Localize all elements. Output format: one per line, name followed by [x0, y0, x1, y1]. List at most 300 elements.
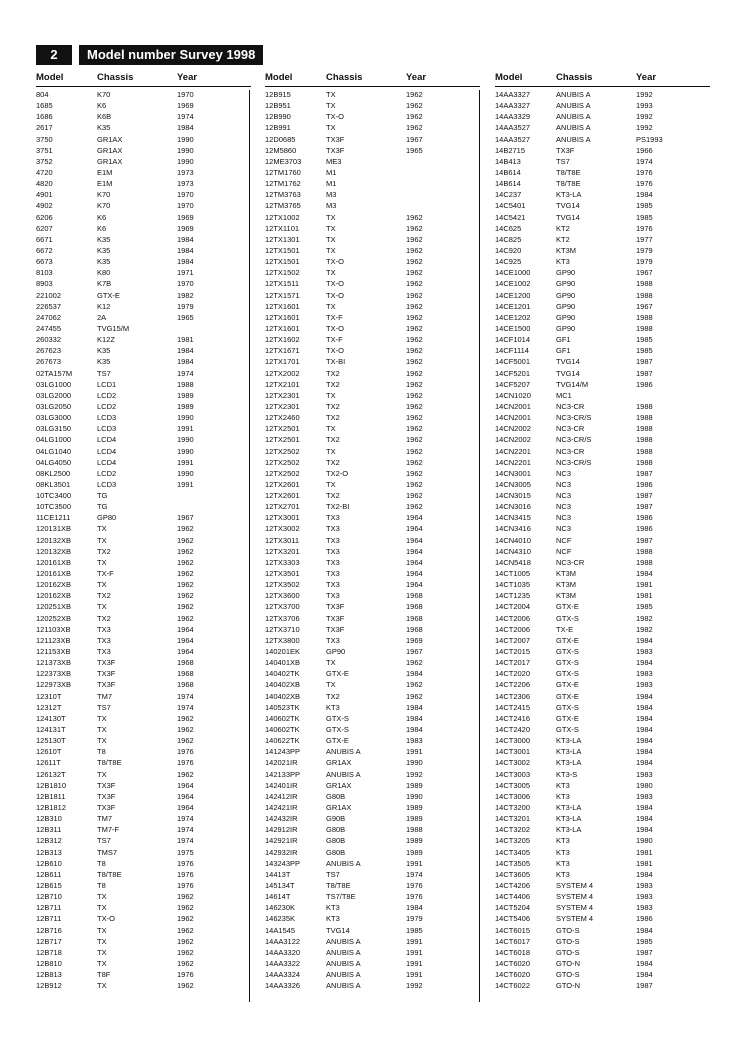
year-cell: 1962	[406, 112, 423, 122]
chassis-cell: M3	[326, 201, 337, 211]
model-cell: 14CT5204	[495, 903, 531, 913]
model-cell: 3751	[36, 145, 53, 155]
table-row	[495, 178, 710, 189]
table-row	[36, 535, 251, 546]
table-row	[36, 635, 251, 646]
chassis-cell: GTX-E	[556, 680, 579, 690]
table-row	[495, 301, 710, 312]
model-cell: 14CN3416	[495, 524, 531, 534]
model-cell: 14AA3324	[265, 970, 301, 980]
chassis-cell: TX	[326, 658, 336, 668]
chassis-cell: G80B	[326, 825, 346, 835]
chassis-cell: TX	[97, 947, 107, 957]
model-cell: 14CT2415	[495, 702, 531, 712]
chassis-cell: TX3	[326, 513, 340, 523]
year-cell: 1986	[636, 914, 653, 924]
year-cell: 1989	[177, 401, 194, 411]
table-row	[265, 423, 480, 434]
table-row	[36, 590, 251, 601]
table-row	[265, 869, 480, 880]
year-cell: 1983	[636, 903, 653, 913]
chassis-cell: T8	[97, 880, 106, 890]
table-row	[265, 89, 480, 100]
year-cell: 1989	[406, 847, 423, 857]
model-cell: 04LG1040	[36, 446, 72, 456]
model-cell: 14CN2201	[495, 446, 531, 456]
header-year: Year	[177, 72, 198, 83]
model-cell: 6206	[36, 212, 53, 222]
table-row	[265, 891, 480, 902]
table-row	[36, 379, 251, 390]
chassis-cell: TX2	[326, 413, 340, 423]
header-chassis: Chassis	[326, 72, 363, 83]
chassis-cell: TX	[97, 713, 107, 723]
model-cell: 14CE1000	[495, 268, 531, 278]
chassis-cell: TX2	[326, 457, 340, 467]
chassis-cell: TVG14/M	[556, 379, 589, 389]
header-year: Year	[406, 72, 427, 83]
model-cell: 12TX3002	[265, 524, 300, 534]
chassis-cell: KT3M	[556, 245, 577, 255]
model-cell: 12TX1601	[265, 312, 300, 322]
table-row	[36, 969, 251, 980]
table-row	[265, 200, 480, 211]
table-row	[36, 457, 251, 468]
table-row	[495, 958, 710, 969]
year-cell: 1976	[406, 892, 423, 902]
model-cell: 12B813	[36, 970, 62, 980]
table-row	[265, 590, 480, 601]
model-cell: 14C925	[495, 257, 522, 267]
chassis-cell: TX	[326, 268, 336, 278]
table-row	[265, 880, 480, 891]
chassis-cell: K35	[97, 257, 111, 267]
chassis-cell: ANUBIS A	[326, 858, 361, 868]
year-cell: 1962	[406, 301, 423, 311]
column-header	[36, 70, 251, 87]
model-cell: 02TA157M	[36, 368, 73, 378]
chassis-cell: TX	[326, 424, 336, 434]
chassis-cell: K7B	[97, 279, 112, 289]
year-cell: 1967	[636, 268, 653, 278]
year-cell: 1962	[177, 591, 194, 601]
table-row	[495, 312, 710, 323]
chassis-cell: ANUBIS A	[556, 123, 591, 133]
model-cell: 143243PP	[265, 858, 301, 868]
chassis-cell: M3	[326, 190, 337, 200]
model-cell: 14CT2006	[495, 613, 531, 623]
model-cell: 12TX1501	[265, 257, 300, 267]
chassis-cell: TX	[97, 892, 107, 902]
chassis-cell: TX3	[326, 591, 340, 601]
chassis-cell: NC3-CR/S	[556, 457, 592, 467]
table-row	[495, 813, 710, 824]
table-row	[36, 746, 251, 757]
chassis-cell: TX-O	[326, 257, 344, 267]
chassis-cell: GP90	[556, 268, 576, 278]
model-cell: 12TX1671	[265, 346, 300, 356]
header-model: Model	[36, 72, 64, 83]
year-cell: 1984	[636, 970, 653, 980]
table-row	[495, 234, 710, 245]
chassis-cell: KT3	[326, 914, 340, 924]
table-row	[495, 847, 710, 858]
table-row	[265, 245, 480, 256]
year-cell: 1985	[636, 201, 653, 211]
model-cell: 03LG3000	[36, 413, 72, 423]
table-row	[36, 446, 251, 457]
model-cell: 12TX1602	[265, 335, 300, 345]
chassis-cell: NC3	[556, 513, 572, 523]
year-cell: 1991	[406, 947, 423, 957]
chassis-cell: K12Z	[97, 335, 115, 345]
table-row	[265, 546, 480, 557]
year-cell: 1974	[177, 368, 194, 378]
model-cell: 14CT6022	[495, 981, 531, 991]
table-row	[36, 858, 251, 869]
year-cell: 1987	[636, 981, 653, 991]
table-row	[36, 780, 251, 791]
model-cell: 12B718	[36, 947, 62, 957]
year-cell: 1964	[177, 780, 194, 790]
year-cell: 1979	[177, 301, 194, 311]
model-cell: 14CT2206	[495, 680, 531, 690]
year-cell: 1983	[406, 736, 423, 746]
year-cell: 1987	[636, 368, 653, 378]
table-row	[495, 145, 710, 156]
table-row	[495, 869, 710, 880]
year-cell: 1970	[177, 190, 194, 200]
chassis-cell: TX-F	[326, 312, 343, 322]
chassis-cell: LCD4	[97, 457, 117, 467]
model-cell: 12TX1511	[265, 279, 300, 289]
model-cell: 247062	[36, 312, 62, 322]
model-cell: 14CE1002	[495, 279, 531, 289]
table-row	[495, 256, 710, 267]
model-cell: 14C920	[495, 245, 522, 255]
chassis-cell: TX	[326, 390, 336, 400]
model-cell: 14C237	[495, 190, 522, 200]
model-cell: 14CE1202	[495, 312, 531, 322]
year-cell: 1987	[636, 535, 653, 545]
model-cell: 12TX1301	[265, 234, 300, 244]
year-cell: 1962	[406, 424, 423, 434]
table-row	[36, 646, 251, 657]
table-row	[495, 379, 710, 390]
model-cell: 12TX3001	[265, 513, 300, 523]
table-row	[495, 757, 710, 768]
chassis-cell: TX3	[326, 546, 340, 556]
year-cell: 1970	[177, 90, 194, 99]
table-row	[265, 178, 480, 189]
model-cell: 12B912	[36, 981, 62, 991]
table-row	[495, 134, 710, 145]
chassis-cell: TX	[326, 301, 336, 311]
chassis-cell: TX	[326, 223, 336, 233]
chassis-cell: TX3	[326, 635, 340, 645]
year-cell: 1985	[636, 335, 653, 345]
year-cell: 1964	[177, 803, 194, 812]
model-cell: 14AA3322	[265, 958, 301, 968]
chassis-cell: ANUBIS A	[326, 958, 361, 968]
year-cell: 1964	[406, 557, 423, 567]
model-cell: 14A1545	[265, 925, 296, 935]
year-cell: 1976	[636, 167, 653, 177]
table-row	[36, 134, 251, 145]
chassis-cell: NC3	[556, 524, 572, 534]
year-cell: 1962	[406, 212, 423, 222]
model-cell: 12B1811	[36, 791, 66, 801]
table-row	[265, 412, 480, 423]
model-cell: 12TX2460	[265, 413, 300, 423]
table-row	[36, 936, 251, 947]
year-cell: 1970	[177, 201, 194, 211]
model-cell: 142133PP	[265, 769, 301, 779]
model-cell: 120162XB	[36, 580, 72, 590]
year-cell: 1988	[177, 379, 194, 389]
year-cell: 1976	[177, 858, 194, 868]
year-cell: 1990	[177, 413, 194, 423]
chassis-cell: GTX-S	[556, 725, 579, 735]
year-cell: 1962	[406, 468, 423, 478]
table-row	[265, 813, 480, 824]
model-cell: 14CN2201	[495, 457, 531, 467]
table-row	[36, 624, 251, 635]
table-row	[36, 256, 251, 267]
year-cell: 1979	[636, 257, 653, 267]
table-row	[265, 122, 480, 133]
model-cell: 14CT4406	[495, 892, 531, 902]
chassis-cell: K70	[97, 90, 111, 99]
table-row	[265, 100, 480, 111]
table-row	[495, 267, 710, 278]
table-row	[495, 156, 710, 167]
year-cell: 1986	[636, 479, 653, 489]
table-row	[36, 835, 251, 846]
table-row	[265, 791, 480, 802]
chassis-cell: TVG14	[556, 357, 580, 367]
table-row	[495, 167, 710, 178]
model-cell: 120131XB	[36, 524, 72, 534]
model-cell: 120132XB	[36, 535, 72, 545]
chassis-cell: GTX-E	[97, 290, 120, 300]
year-cell: 1968	[177, 669, 194, 679]
model-cell: 1685	[36, 101, 53, 111]
table-row	[36, 501, 251, 512]
year-cell: 1962	[177, 936, 194, 946]
year-cell: 1988	[636, 557, 653, 567]
year-cell: 1984	[636, 958, 653, 968]
table-row	[265, 624, 480, 635]
chassis-cell: K80	[97, 268, 111, 278]
table-row	[36, 301, 251, 312]
year-cell: 1962	[406, 479, 423, 489]
chassis-cell: TS7	[97, 836, 111, 846]
chassis-cell: TX3	[97, 647, 111, 657]
table-row	[265, 969, 480, 980]
year-cell: 1987	[636, 468, 653, 478]
model-cell: 122973XB	[36, 680, 72, 690]
model-cell: 14CN3005	[495, 479, 531, 489]
table-row	[36, 679, 251, 690]
chassis-cell: GP90	[556, 301, 576, 311]
header-chassis: Chassis	[97, 72, 134, 83]
table-row	[36, 423, 251, 434]
model-cell: 12TX2502	[265, 446, 300, 456]
model-cell: 14614T	[265, 892, 291, 902]
table-row	[495, 824, 710, 835]
model-cell: 12TM1760	[265, 167, 301, 177]
table-row	[265, 256, 480, 267]
model-cell: 14C5401	[495, 201, 526, 211]
year-cell: 1962	[177, 769, 194, 779]
year-cell: 1988	[636, 290, 653, 300]
model-cell: 140402XB	[265, 691, 301, 701]
table-row	[495, 691, 710, 702]
table-row	[36, 145, 251, 156]
chassis-cell: K70	[97, 190, 111, 200]
model-cell: 14CN2002	[495, 435, 531, 445]
header-model: Model	[265, 72, 293, 83]
chassis-cell: KT3	[326, 702, 340, 712]
year-cell: 1962	[177, 981, 194, 991]
table-row	[495, 557, 710, 568]
model-cell: 125130T	[36, 736, 66, 746]
year-cell: 1968	[177, 658, 194, 668]
chassis-cell: TX-O	[97, 914, 115, 924]
table-row	[495, 646, 710, 657]
model-cell: 12TX2301	[265, 401, 300, 411]
chassis-cell: TX	[97, 557, 107, 567]
table-row	[36, 412, 251, 423]
model-cell: 14B2715	[495, 145, 526, 155]
chassis-cell: KT2	[556, 234, 570, 244]
chassis-cell: NC3	[556, 468, 572, 478]
model-cell: 12TX1501	[265, 245, 300, 255]
chassis-cell: TX	[326, 234, 336, 244]
table-row	[265, 757, 480, 768]
table-row	[265, 234, 480, 245]
table-row	[36, 735, 251, 746]
chassis-cell: TS7	[97, 368, 111, 378]
table-row	[265, 724, 480, 735]
model-cell: 03LG3150	[36, 424, 72, 434]
chassis-cell: TX-E	[556, 624, 574, 634]
table-row	[495, 613, 710, 624]
chassis-cell: KT3	[556, 858, 570, 868]
year-cell: 1982	[636, 624, 653, 634]
model-cell: 12TM3765	[265, 201, 301, 211]
chassis-cell: TX2	[326, 691, 340, 701]
model-cell: 12B615	[36, 880, 62, 890]
year-cell: 1971	[177, 268, 194, 278]
chassis-cell: ANUBIS A	[556, 134, 591, 144]
model-cell: 120161XB	[36, 569, 72, 579]
table-row	[36, 702, 251, 713]
model-cell: 14CT6017	[495, 936, 531, 946]
chassis-cell: TX3	[326, 557, 340, 567]
year-cell: 1991	[177, 479, 194, 489]
year-cell: 1988	[636, 312, 653, 322]
model-cell: 12B717	[36, 936, 62, 946]
table-row	[36, 902, 251, 913]
table-row	[265, 512, 480, 523]
model-cell: 12B716	[36, 925, 62, 935]
table-row	[265, 735, 480, 746]
chassis-cell: K6	[97, 223, 107, 233]
model-cell: 14CF1014	[495, 335, 531, 345]
table-row	[265, 356, 480, 367]
chassis-cell: GTO-S	[556, 947, 580, 957]
year-cell: 1984	[636, 803, 653, 812]
chassis-cell: TX3	[326, 569, 340, 579]
table-row	[36, 891, 251, 902]
table-row	[265, 646, 480, 657]
year-cell: 1990	[177, 435, 194, 445]
table-row	[495, 345, 710, 356]
year-cell: 1990	[177, 468, 194, 478]
chassis-cell: TX	[97, 925, 107, 935]
table-row	[265, 635, 480, 646]
model-cell: 14CT2007	[495, 635, 531, 645]
table-row	[36, 724, 251, 735]
table-row	[36, 323, 251, 334]
year-cell: 1962	[406, 502, 423, 512]
year-cell: 1962	[177, 535, 194, 545]
chassis-cell: T8F	[97, 970, 111, 980]
chassis-cell: GF1	[556, 335, 571, 345]
model-cell: 14CF5201	[495, 368, 531, 378]
chassis-cell: TX2	[97, 546, 111, 556]
table-row	[36, 356, 251, 367]
year-cell: 1962	[406, 346, 423, 356]
year-cell: 1991	[406, 936, 423, 946]
year-cell: 1988	[636, 446, 653, 456]
year-cell: 1976	[636, 223, 653, 233]
chassis-cell: GTO-N	[556, 958, 581, 968]
table-row	[36, 156, 251, 167]
chassis-cell: GTO-S	[556, 925, 580, 935]
year-cell: 1983	[636, 880, 653, 890]
year-cell: 1984	[177, 346, 194, 356]
year-cell: 1984	[177, 257, 194, 267]
chassis-cell: TX-O	[326, 346, 344, 356]
model-cell: 1686	[36, 112, 53, 122]
year-cell: 1981	[636, 858, 653, 868]
chassis-cell: NC3-CR/S	[556, 435, 592, 445]
year-cell: 1988	[636, 401, 653, 411]
model-cell: 4720	[36, 167, 53, 177]
year-cell: 1968	[406, 591, 423, 601]
chassis-cell: GTX-S	[556, 647, 579, 657]
model-cell: 12TX3011	[265, 535, 300, 545]
year-cell: 1975	[177, 847, 194, 857]
chassis-cell: TVG14	[556, 212, 580, 222]
chassis-cell: GTO-S	[556, 936, 580, 946]
model-cell: 14AA3527	[495, 123, 531, 133]
table-row	[495, 735, 710, 746]
year-cell: 1962	[177, 524, 194, 534]
table-row	[36, 802, 251, 813]
table-row	[265, 446, 480, 457]
year-cell: 1967	[636, 301, 653, 311]
model-cell: 12TM1762	[265, 179, 301, 189]
chassis-cell: ANUBIS A	[326, 936, 361, 946]
chassis-cell: TX	[97, 524, 107, 534]
chassis-cell: GTO-N	[556, 981, 581, 991]
year-cell: 1962	[406, 401, 423, 411]
model-cell: 14CT1005	[495, 569, 531, 579]
